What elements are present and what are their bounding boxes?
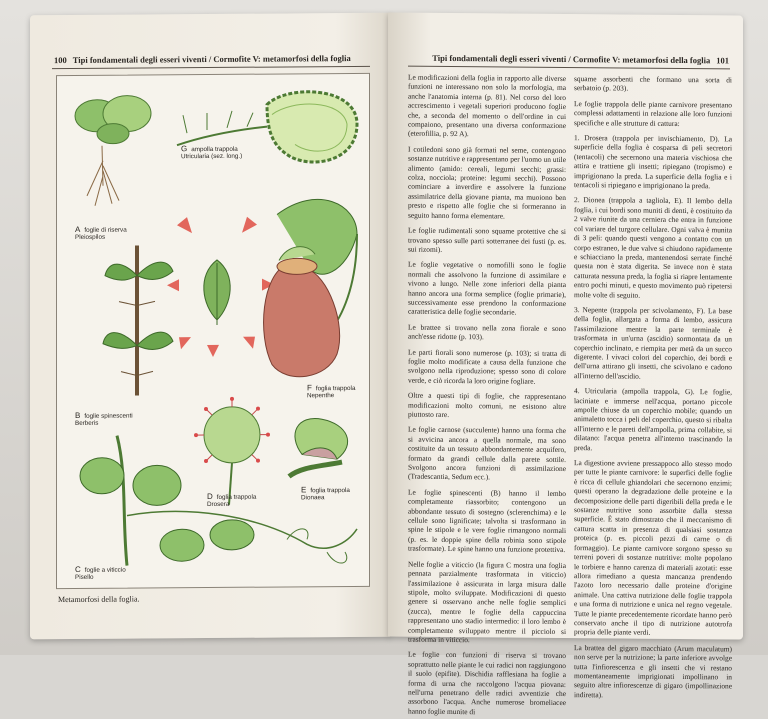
header-rule <box>52 66 370 69</box>
label-f-letter: F <box>307 383 312 393</box>
paragraph: Le foglie con funzioni di riserva si trovano soprattutto nelle piante le cui radici non raggiungono il suolo (epifite). Dischidia rafflesiana ha foglie a forma di urna che raccolgono l'acqua piovana: nell'urna penetrano delle radici avventizie che assorbono l'acqua. Anche numerose bromeliacee hanno foglie munite di <box>408 649 566 716</box>
open-book <box>30 14 745 716</box>
label-c-text: foglie a viticcio Pisello <box>75 566 126 581</box>
left-page-header-text: Tipi fondamentali degli esseri viventi / Cormofite V: metamorfosi della foglia <box>72 53 351 65</box>
paragraph: Le modificazioni della foglia in rapporto alle diverse funzioni ne interessano non solo la morfologia, ma anche l'anatomia interna (p. 81). Nel corso del loro accrescimento i vegetali superiori producono foglie che, a seconda del momento o dell'ordine in cui compaiono, presentano una diversa conformazione (eterofillia, p. 92 A). <box>408 72 566 139</box>
illustration-plate <box>56 73 370 589</box>
label-d-letter: D <box>207 491 213 502</box>
text-column-2 <box>574 74 732 700</box>
paragraph: Le parti fiorali sono numerose (p. 103); si tratta di foglie molto modificate a causa della funzione che svolgono nella riproduzione; spesso sono di colore verde, e ciò ricorda la loro origine fogliare. <box>408 347 566 386</box>
paragraph: Le foglie vegetative o nomofilli sono le foglie normali che assolvono la funzione di assimilare e vivono a lungo. Nelle zone inferiori della pianta hanno ancora una forma semplice (foglie primarie), successivamente esse prendono la conformazione caratteristica delle foglie secondarie. <box>408 259 566 317</box>
paragraph: Nelle foglie a viticcio (la figura C mostra una foglia pennata parzialmente trasformata in viticcio) l'assimilazione è assicurata in larga misura dalle stipole, molto sviluppate. Modificazioni di questo genere si osservano anche nelle foglie semplici (zucca), mentre le foglie della cappuccina rappresentano uno stadio intermedio: il loro lembo è completamente sviluppato mentre il picciolo si trasforma in viticcio. <box>408 559 566 645</box>
label-f-text: foglia trappola Nepenthe <box>307 384 356 400</box>
berberis-drawing <box>103 245 173 395</box>
header-rule <box>408 66 730 70</box>
right-page-header-text: Tipi fondamentali degli esseri viventi / Cormofite V: metamorfosi della foglia <box>432 52 711 66</box>
paragraph: Le brattee si trovano nella zona fiorale e sono anch'esse ridotte (p. 103). <box>408 322 566 342</box>
left-page-header <box>54 53 351 65</box>
label-g-text: ampolla trappola Utricularia (sez. long.) <box>181 145 243 161</box>
label-f <box>307 384 355 399</box>
label-g-letter: G <box>181 144 188 154</box>
right-page-number: 101 <box>716 55 729 66</box>
paragraph: 3. Nepente (trappola per scivolamento, F). La base della foglia, allargata a forma di lembo, assicura l'assimilazione mentre la parte terminale è trasformata in un'urna (ascidio) sormontata da un coperchio inclinato, e riempita per metà da un succo digerente. I vivaci colori del coperchio, dei bordi e dell'urna attirano gli insetti, che scivolano e cadono all'interno dell'ascidio. <box>574 305 732 381</box>
label-e <box>301 486 350 501</box>
right-page-header <box>432 53 729 66</box>
label-a-letter: A <box>75 224 81 234</box>
dionaea-drawing <box>289 418 348 476</box>
label-c-letter: C <box>75 564 81 574</box>
label-a <box>75 226 127 241</box>
paragraph: 2. Dionea (trappola a tagliola, E). Il lembo della foglia, i cui bordi sono muniti di denti, è costituito da 2 valve riunite da una cerniera che entra in funzione col variare del turgore cellulare. Ogni valva è munita di 3 peli: quando questi vengono a contatto con un corpo estraneo, le due valve si chiudono rapidamente e schiacciano la preda, mantenendosi serrate finché questa non è stata digerita. Se invece non è stata catturata nessuna preda, la foglia si riapre lentamente entro pochi minuti, e questo movimento può ripetersi molte volte di seguito. <box>574 195 732 300</box>
label-d-text: foglia trappola Drosera <box>207 493 257 509</box>
paragraph: I cotiledoni sono già formati nel seme, contengono sostanze nutritive e rappresentano per l'uomo un utile alimento (amido: cereali, legumi secchi; grassi: colza, nocciola; proteine: legumi secchi). Possono cominciare a inverdire e assolvere la funzione assimilatrice della giovane pianta, ma muoiono ben presto e rispetto alle foglie che si formeranno in seguito hanno forma elementare. <box>408 144 566 221</box>
paragraph: Le foglie spinescenti (B) hanno il lembo completamente riassorbito; contengono un abbondante tessuto di sostegno (sclerenchima) e le cellule sono lignificate; talvolta si trasformano in spine le stipole e le vere foglie rimangono normali (p. es. le doppie spine della robinia sono stipole trasformate). Le spine hanno una funzione protettiva. <box>408 487 566 555</box>
left-page-number: 100 <box>54 55 67 66</box>
label-e-text: foglia trappola Dionaea <box>301 487 350 502</box>
label-e-letter: E <box>301 485 307 495</box>
paragraph: La brattea del gigaro macchiato (Arum maculatum) non serve per la nutrizione; la parte inferiore avvolge tutta l'infiorescenza e gli insetti che vi restano momentaneamente imprigionati impollinano in seguito altre infiorescenze di gigaro (impollinazione indiretta). <box>574 642 732 700</box>
label-d <box>207 493 256 508</box>
label-b-letter: B <box>75 410 81 420</box>
right-page <box>388 12 743 716</box>
figure-caption: Metamorfosi della foglia. <box>58 594 140 605</box>
paragraph: Le foglie rudimentali sono squame protettive che si trovano spesso sulle parti sotterranee dei fusti (p. es. sui rizomi). <box>408 225 566 254</box>
paragraph: Le foglie trappola delle piante carnivore presentano complessi adattamenti in relazione alle loro funzioni specifiche e alle strutture di cattura: <box>574 98 732 128</box>
label-c <box>75 566 126 581</box>
drosera-drawing <box>194 397 270 509</box>
paragraph: La digestione avviene pressappoco allo stesso modo per tutte le piante carnivore: le superfici delle foglie è ricca di cellule ghiandolari che secernono enzimi; questi operano la degradazione delle proteine e la decomposizione delle parti digeribili della preda e le sostanze nutritive sono assorbite dalla stessa superficie. È stato dimostrato che il meccanismo di cattura scatta in presenza di qualsiasi sostanza proteica (p. es. piccoli pezzi di carne o di formaggio). Le piante carnivore sorgono spesso su terreni poveri di sostanze nutritive: molte popolano le torbiere e hanno carenza di materiali azotati: esse allora rimediano a questa mancanza prendendo l'azoto loro necessario dalle proteine d'origine animale. Una cattiva nutrizione delle foglie trappola e una forma di nutrizione e unica nel regno vegetale. Tutte le piante precedentemente ricordate hanno però conservato anche il tipo di nutrizione autotrofa propria delle piante verdi. <box>574 458 732 638</box>
label-a-text: foglie di riserva Pleiospilos <box>75 226 127 241</box>
label-b-text: foglie spinescenti Berberis <box>75 412 133 427</box>
left-page <box>30 13 390 640</box>
paragraph: Le foglie carnose (succulente) hanno una forma che si avvicina ancora a quella normale, ma sono costituite da un tessuto abbondantemente acquifero, formato da grandi cellule dalla parete sottile. Svolgono ancora funzioni di assimilazione (Tradescantia, Sedum ecc.). <box>408 425 566 482</box>
label-g <box>181 145 242 160</box>
label-b <box>75 412 133 427</box>
paragraph: squame assorbenti che formano una sorta di serbatoio (p. 203). <box>574 74 732 93</box>
paragraph: Oltre a questi tipi di foglie, che rappresentano modificazioni molto comuni, ne esistono altre piuttosto rare. <box>408 390 566 419</box>
pleiospilos-drawing <box>75 95 151 206</box>
paragraph: 4. Utricularia (ampolla trappola, G). Le foglie, laciniate e immerse nell'acqua, portano piccole ampolle chiuse da un coperchio mobile; quando un animaletto tocca i peli del coperchio, questo si ribalta all'interno e le pareti dell'ampolla, prima collabite, si dilatano: l'acqua penetra all'interno trascinando la preda. <box>574 386 732 452</box>
nepenthes-drawing <box>264 199 357 377</box>
paragraph: 1. Drosera (trappola per invischiamento, D). La superficie della foglia è cosparsa di peli secretori (tentacoli) che secernono una materia vischiosa che attira e trattiene gli insetti; ripiegano (tropismo) e imprigionano la preda. La superficie della foglia e i tentacoli si ripiegano e imprigionano la preda. <box>574 133 732 191</box>
text-column-1 <box>408 72 566 716</box>
